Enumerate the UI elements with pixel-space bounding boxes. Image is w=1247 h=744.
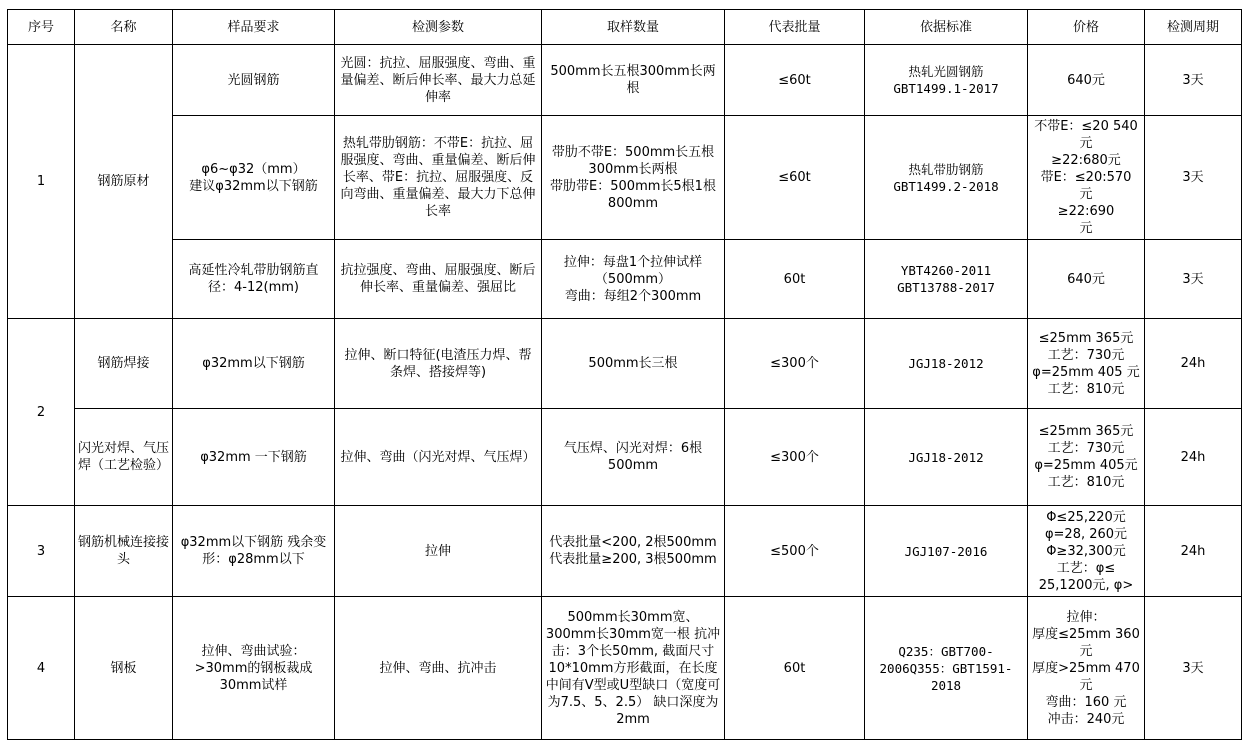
standard: 热轧带肋钢筋 GBT1499.2-2018 xyxy=(865,116,1028,240)
sample-quantity: 500mm长30mm宽、300mm长30mm宽一根 抗冲击：3个长50mm, 截面尺寸10*10mm方形截面，在长度中间有V型或U型缺口（宽度可为7.5、5、2.5） 缺口深度为2mm xyxy=(542,597,725,740)
price: ≤25mm 365元 工艺：730元 φ=25mm 405元 工艺：810元 xyxy=(1028,409,1145,506)
batch-size: ≤60t xyxy=(725,116,865,240)
test-period: 3天 xyxy=(1145,240,1242,319)
sample-requirement: φ32mm以下钢筋 残余变形：φ28mm以下 xyxy=(173,506,335,597)
sample-requirement: φ32mm 一下钢筋 xyxy=(173,409,335,506)
header-qty: 取样数量 xyxy=(542,10,725,45)
test-parameters: 拉伸 xyxy=(335,506,542,597)
row-number: 4 xyxy=(8,597,75,740)
table-row xyxy=(8,409,1242,506)
sample-quantity: 代表批量<200, 2根500mm 代表批量≥200, 3根500mm xyxy=(542,506,725,597)
sample-requirement: φ32mm以下钢筋 xyxy=(173,319,335,409)
item-name: 闪光对焊、气压焊（工艺检验） xyxy=(75,409,173,506)
test-parameters: 光圆：抗拉、屈服强度、弯曲、重量偏差、断后伸长率、最大力总延伸率 xyxy=(335,45,542,116)
table-row xyxy=(8,240,1242,319)
item-name: 钢板 xyxy=(75,597,173,740)
price: 拉伸： 厚度≤25mm 360 元 厚度>25mm 470 元 弯曲：160 元 冲击：240元 xyxy=(1028,597,1145,740)
header-no: 序号 xyxy=(8,10,75,45)
header-row xyxy=(8,10,1242,45)
header-period: 检测周期 xyxy=(1145,10,1242,45)
price: 不带E：≤20 540 元 ≥22:680元 带E：≤20:570 元 ≥22:690 元 xyxy=(1028,116,1145,240)
item-name: 钢筋机械连接接头 xyxy=(75,506,173,597)
batch-size: ≤500个 xyxy=(725,506,865,597)
price: ≤25mm 365元 工艺：730元 φ=25mm 405 元 工艺：810元 xyxy=(1028,319,1145,409)
sample-quantity: 带肋不带E：500mm长五根 300mm长两根 带肋带E：500mm长5根1根 800mm xyxy=(542,116,725,240)
test-parameters: 抗拉强度、弯曲、屈服强度、断后伸长率、重量偏差、强屈比 xyxy=(335,240,542,319)
test-parameters: 拉伸、断口特征(电渣压力焊、帮条焊、搭接焊等) xyxy=(335,319,542,409)
header-price: 价格 xyxy=(1028,10,1145,45)
standard: 热轧光圆钢筋 GBT1499.1-2017 xyxy=(865,45,1028,116)
header-params: 检测参数 xyxy=(335,10,542,45)
batch-size: ≤300个 xyxy=(725,409,865,506)
test-parameters: 热轧带肋钢筋：不带E：抗拉、屈服强度、弯曲、重量偏差、断后伸长率、带E：抗拉、屈服强度、反向弯曲、重量偏差、最大力下总伸长率 xyxy=(335,116,542,240)
test-period: 3天 xyxy=(1145,45,1242,116)
sample-quantity: 拉伸：每盘1个拉伸试样 （500mm） 弯曲：每组2个300mm xyxy=(542,240,725,319)
header-batch: 代表批量 xyxy=(725,10,865,45)
test-period: 24h xyxy=(1145,506,1242,597)
row-number: 3 xyxy=(8,506,75,597)
header-name: 名称 xyxy=(75,10,173,45)
batch-size: 60t xyxy=(725,597,865,740)
sample-quantity: 气压焊、闪光对焊：6根 500mm xyxy=(542,409,725,506)
price: Φ≤25,220元 φ=28, 260元 Φ≥32,300元 工艺：φ≤ 25,1200元, φ> xyxy=(1028,506,1145,597)
batch-size: ≤60t xyxy=(725,45,865,116)
test-period: 3天 xyxy=(1145,116,1242,240)
row-number: 1 xyxy=(8,45,75,319)
sample-requirement: 光圆钢筋 xyxy=(173,45,335,116)
price: 640元 xyxy=(1028,240,1145,319)
batch-size: ≤300个 xyxy=(725,319,865,409)
test-parameters: 拉伸、弯曲、抗冲击 xyxy=(335,597,542,740)
item-name: 钢筋焊接 xyxy=(75,319,173,409)
sample-quantity: 500mm长三根 xyxy=(542,319,725,409)
sample-requirement: 拉伸、弯曲试验：>30mm的钢板裁成30mm试样 xyxy=(173,597,335,740)
test-period: 24h xyxy=(1145,409,1242,506)
price: 640元 xyxy=(1028,45,1145,116)
standard: YBT4260-2011 GBT13788-2017 xyxy=(865,240,1028,319)
table-row xyxy=(8,116,1242,240)
test-parameters: 拉伸、弯曲（闪光对焊、气压焊） xyxy=(335,409,542,506)
standard: JGJ18-2012 xyxy=(865,409,1028,506)
item-name: 钢筋原材 xyxy=(75,45,173,319)
header-standard: 依据标准 xyxy=(865,10,1028,45)
batch-size: 60t xyxy=(725,240,865,319)
table-row xyxy=(8,597,1242,740)
row-number: 2 xyxy=(8,319,75,506)
standard: Q235：GBT700-2006Q355：GBT1591-2018 xyxy=(865,597,1028,740)
header-sample-req: 样品要求 xyxy=(173,10,335,45)
test-period: 3天 xyxy=(1145,597,1242,740)
test-period: 24h xyxy=(1145,319,1242,409)
standard: JGJ18-2012 xyxy=(865,319,1028,409)
sample-quantity: 500mm长五根300mm长两根 xyxy=(542,45,725,116)
sample-requirement: 高延性冷轧带肋钢筋直径：4-12(mm) xyxy=(173,240,335,319)
test-price-table xyxy=(7,9,1242,740)
standard: JGJ107-2016 xyxy=(865,506,1028,597)
table-row xyxy=(8,319,1242,409)
table-row xyxy=(8,506,1242,597)
sample-requirement: φ6~φ32（mm） 建议φ32mm以下钢筋 xyxy=(173,116,335,240)
table-row xyxy=(8,45,1242,116)
